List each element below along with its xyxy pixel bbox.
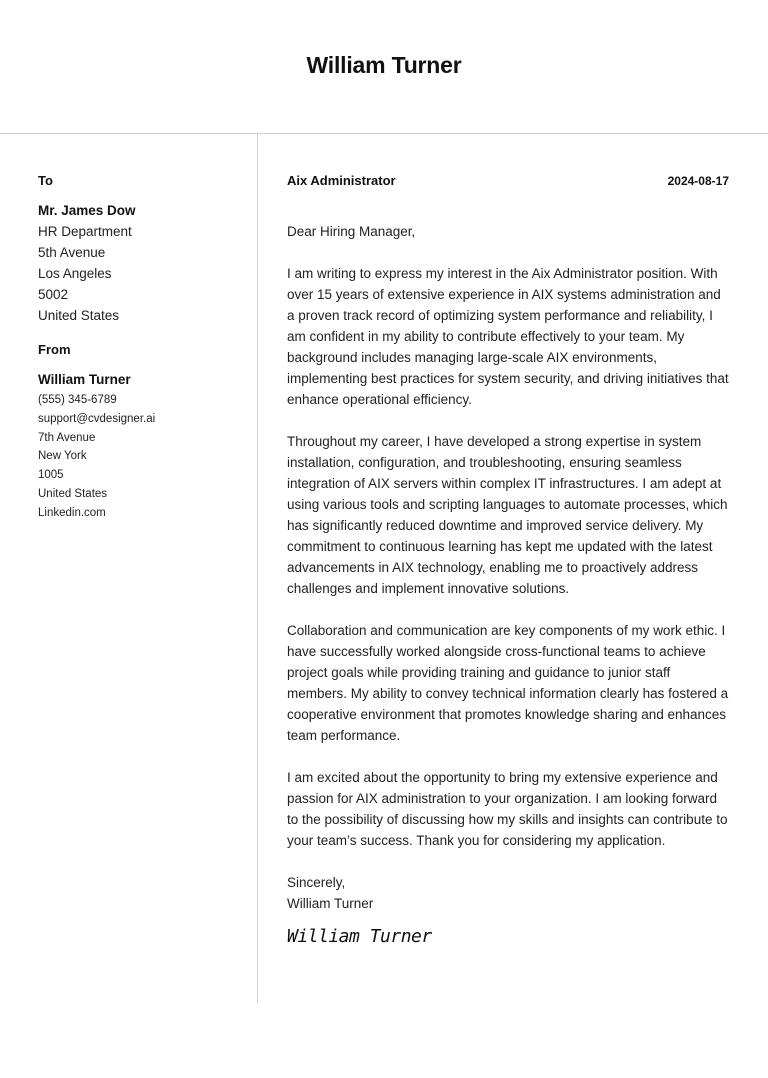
recipient-street: 5th Avenue (38, 245, 106, 260)
paragraph-intro: I am writing to express my interest in the Aix Administrator position. With over 15 years of extensive experience in AIX systems administration and a proven track record of optimizing system performance and reliability, I am confident in my ability to contribute effectively to your team. My background includes managing large-scale AIX environments, implementing best practices for system security, and driving initiatives that enhance operational efficiency. (287, 266, 729, 407)
recipient-label: To (38, 173, 53, 188)
column-divider (257, 134, 258, 1003)
letter-date: 2024-08-17 (667, 174, 729, 188)
recipient-department: HR Department (38, 224, 132, 239)
recipient-name: Mr. James Dow (38, 203, 136, 218)
letter-body (287, 173, 729, 947)
sender-linkedin: Linkedin.com (38, 506, 106, 519)
job-title: Aix Administrator (287, 173, 396, 188)
sender-city: New York (38, 450, 87, 463)
sidebar (38, 173, 248, 523)
sender-phone: (555) 345-6789 (38, 394, 117, 406)
paragraph-closing: I am excited about the opportunity to bring my extensive experience and passion for AIX administration to your organization. I am looking forward to the possibility of discussing how my skills and insights can contribute to your team’s success. Thank you for considering my application. (287, 770, 728, 848)
sender-country: United States (38, 487, 108, 500)
recipient-postcode: 5002 (38, 287, 69, 302)
recipient-block (38, 173, 248, 326)
closing-name: William Turner (287, 896, 374, 911)
recipient-country: United States (38, 308, 120, 323)
page-header (0, 0, 768, 134)
closing-block (287, 872, 729, 914)
signature: William Turner (287, 926, 432, 947)
salutation: Dear Hiring Manager, (287, 224, 416, 239)
sender-street: 7th Avenue (38, 431, 96, 444)
sender-email: support@cvdesigner.ai (38, 412, 156, 425)
paragraph-collaboration: Collaboration and communication are key components of my work ethic. I have successfully worked alongside cross-functional teams to achieve project goals while providing training and guidance to junior staff members. My ability to convey technical information clearly has fostered a cooperative environment that promotes knowledge sharing and enhances team performance. (287, 623, 729, 743)
applicant-name-title: William Turner (306, 52, 462, 78)
letter-topline (287, 173, 729, 188)
sender-block (38, 342, 248, 523)
closing-phrase: Sincerely, (287, 875, 346, 890)
recipient-city: Los Angeles (38, 266, 112, 281)
sender-name: William Turner (38, 372, 131, 387)
paragraph-experience: Throughout my career, I have developed a strong expertise in system installation, configuration, and troubleshooting, ensuring seamless integration of AIX servers within complex IT infrastructures. I am adept at using various tools and scripting languages to automate processes, which has significantly reduced downtime and improved service delivery. My commitment to continuous learning has kept me updated with the latest advancements in AIX technology, enabling me to proactively address challenges and implement innovative solutions. (287, 434, 728, 596)
sender-postcode: 1005 (38, 469, 64, 482)
sender-label: From (38, 342, 71, 357)
